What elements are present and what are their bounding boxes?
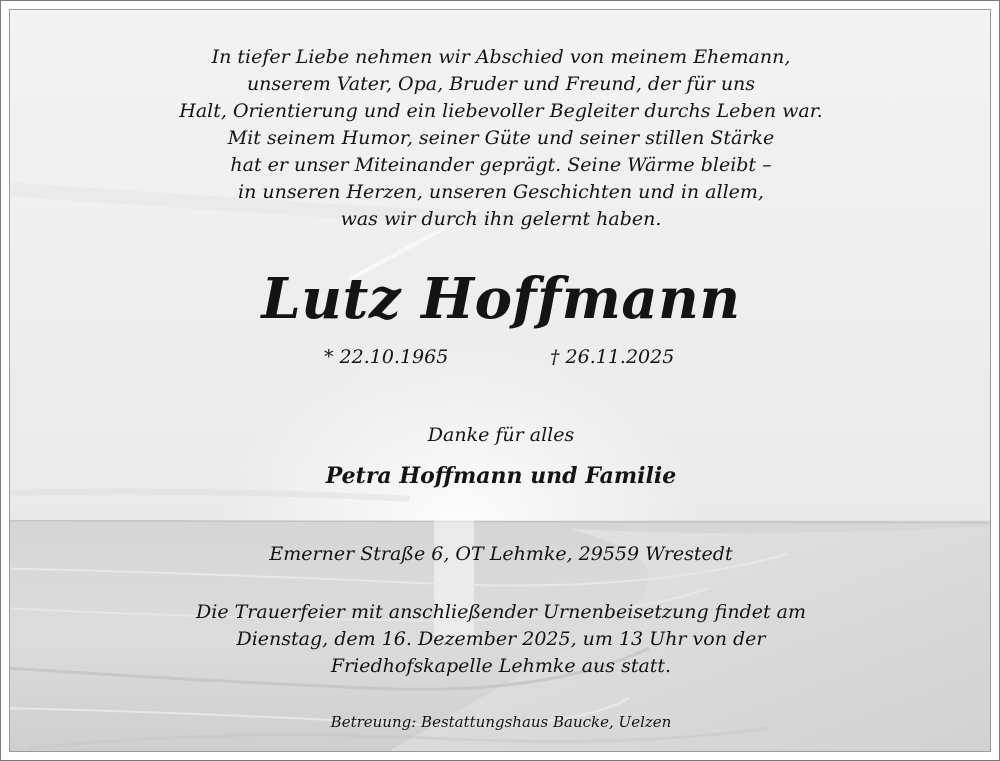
- poem-line: hat er unser Miteinander geprägt. Seine Wärme bleibt –: [230, 154, 772, 176]
- notice-text-layer: [1, 1, 1000, 761]
- undertaker-credit: Betreuung: Bestattungshaus Baucke, Uelzen: [330, 713, 672, 731]
- memorial-poem: [1, 44, 1000, 233]
- birth-date: * 22.10.1965: [324, 346, 449, 368]
- poem-line: In tiefer Liebe nehmen wir Abschied von meinem Ehemann,: [211, 46, 791, 68]
- family-signature: Petra Hoffmann und Familie: [325, 463, 677, 489]
- funeral-ceremony-info: [1, 599, 1000, 680]
- ceremony-line: Die Trauerfeier mit anschließender Urnenbeisetzung findet am: [196, 601, 806, 623]
- ceremony-line: Friedhofskapelle Lehmke aus statt.: [330, 655, 672, 677]
- thanks-line: Danke für alles: [427, 424, 575, 446]
- death-date: † 26.11.2025: [550, 346, 675, 368]
- poem-line: Mit seinem Humor, seiner Güte und seiner stillen Stärke: [227, 127, 775, 149]
- poem-line: in unseren Herzen, unseren Geschichten und in allem,: [238, 181, 764, 203]
- deceased-name: Lutz Hoffmann: [261, 266, 741, 332]
- poem-line: Halt, Orientierung und ein liebevoller Begleiter durchs Leben war.: [179, 100, 823, 122]
- poem-line: unserem Vater, Opa, Bruder und Freund, der für uns: [246, 73, 756, 95]
- poem-line: was wir durch ihn gelernt haben.: [340, 208, 662, 230]
- family-address: Emerner Straße 6, OT Lehmke, 29559 Wrestedt: [269, 543, 733, 565]
- ceremony-line: Dienstag, dem 16. Dezember 2025, um 13 Uhr von der: [236, 628, 766, 650]
